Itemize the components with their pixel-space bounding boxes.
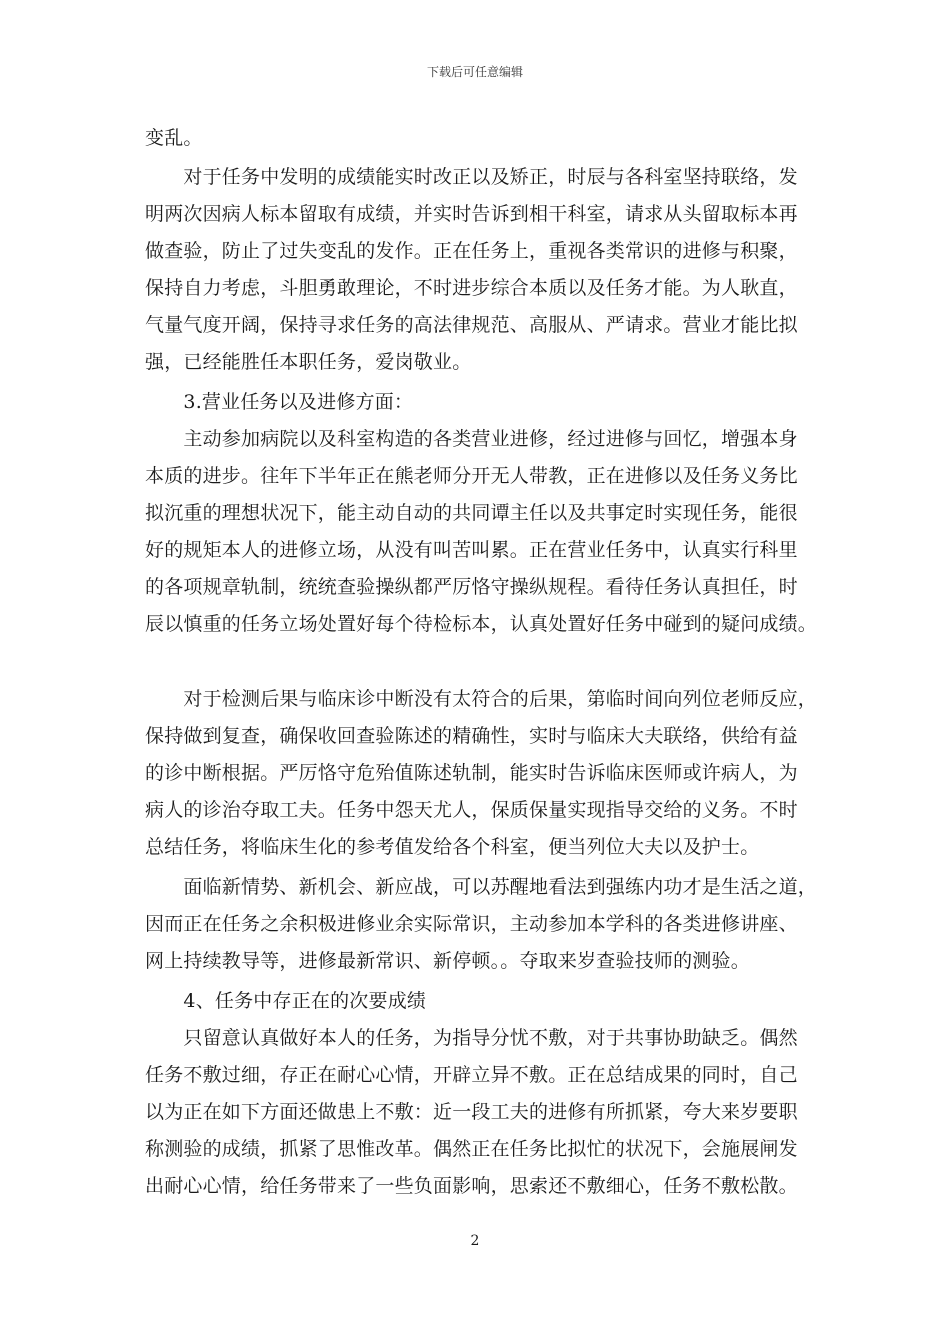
body-line: 做查验，防止了过失变乱的发作。正在任务上，重视各类常识的进修与积聚， (145, 240, 798, 262)
body-line: 气量气度开阔，保持寻求任务的高法律规范、高服从、严请求。营业才能比拟 (145, 314, 798, 336)
body-line: 好的规矩本人的进修立场，从没有叫苦叫累。正在营业任务中，认真实行科里 (145, 539, 798, 561)
body-line: 对于任务中发明的成绩能实时改正以及矫正，时辰与各科室坚持联络，发 (145, 166, 798, 188)
body-line: 的诊中断根据。严厉恪守危殆值陈述轨制，能实时告诉临床医师或许病人，为 (145, 762, 798, 784)
body-line: 出耐心心情，给任务带来了一些负面影响，思索还不敷细心，任务不敷松散。 (145, 1175, 798, 1197)
body-line: 以为正在如下方面还做患上不敷：近一段工夫的进修有所抓紧，夸大来岁要职 (145, 1101, 798, 1123)
body-line: 明两次因病人标本留取有成绩，并实时告诉到相干科室，请求从头留取标本再 (145, 203, 798, 225)
body-line: 保持自力考虑，斗胆勇敢理论，不时进步综合本质以及任务才能。为人耿直， (145, 277, 798, 299)
page-header: 下载后可任意编辑 (426, 65, 523, 79)
body-line: 本质的进步。往年下半年正在熊老师分开无人带教，正在进修以及任务义务比 (145, 465, 798, 487)
body-line: 总结任务，将临床生化的参考值发给各个科室，便当列位大夫以及护士。 (145, 836, 760, 858)
page-number: 2 (470, 1233, 480, 1249)
body-line: 病人的诊治夺取工夫。任务中怨天尤人，保质保量实现指导交给的义务。不时 (145, 799, 798, 821)
body-line: 任务不敷过细，存正在耐心心情，开辟立异不敷。正在总结成果的同时，自己 (145, 1064, 798, 1086)
body-line: 对于检测后果与临床诊中断没有太符合的后果，第临时间向列位老师反应， (145, 688, 818, 710)
body-line: 变乱。 (145, 127, 203, 149)
body-line: 拟沉重的理想状况下，能主动自动的共同谭主任以及共事定时实现任务，能很 (145, 502, 798, 524)
body-line: 面临新情势、新机会、新应战，可以苏醒地看法到强练内功才是生活之道， (145, 876, 818, 898)
section-heading: 3.营业任务以及进修方面： (145, 391, 414, 413)
body-line: 因而正在任务之余积极进修业余实际常识，主动参加本学科的各类进修讲座、 (145, 913, 798, 935)
body-line: 主动参加病院以及科室构造的各类营业进修，经过进修与回忆，增强本身 (145, 428, 798, 450)
section-heading: 4、任务中存正在的次要成绩 (145, 990, 427, 1012)
body-line: 保持做到复查，确保收回查验陈述的精确性，实时与临床大夫联络，供给有益 (145, 725, 798, 747)
body-line: 辰以慎重的任务立场处置好每个待检标本，认真处置好任务中碰到的疑问成绩。 (145, 613, 818, 635)
body-line: 网上持续教导等，进修最新常识、新停顿。。夺取来岁查验技师的测验。 (145, 950, 750, 972)
body-line: 称测验的成绩，抓紧了思惟改革。偶然正在任务比拟忙的状况下，会施展闸发 (145, 1138, 798, 1160)
body-line: 只留意认真做好本人的任务，为指导分忧不敷，对于共事协助缺乏。偶然 (145, 1027, 798, 1049)
body-line: 的各项规章轨制，统统查验操纵都严厉恪守操纵规程。看待任务认真担任，时 (145, 576, 798, 598)
body-line: 强，已经能胜任本职任务，爱岗敬业。 (145, 351, 472, 373)
